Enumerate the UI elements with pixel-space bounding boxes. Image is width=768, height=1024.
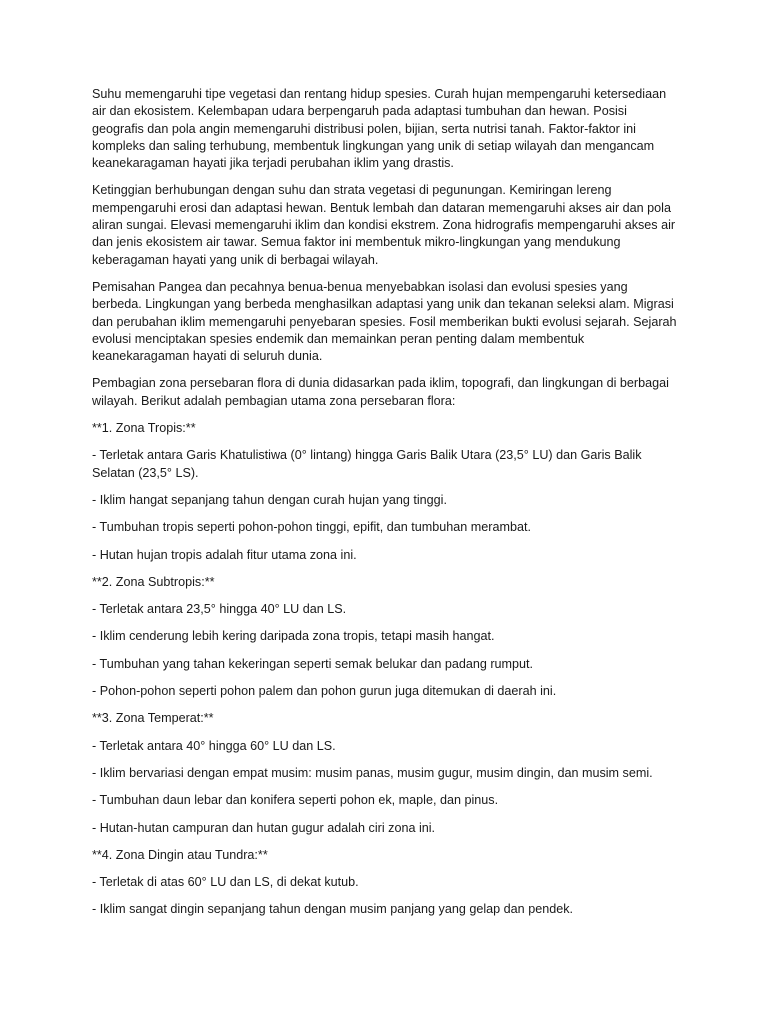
list-item: - Iklim sangat dingin sepanjang tahun dengan musim panjang yang gelap dan pendek.: [92, 902, 574, 917]
list-item: - Tumbuhan yang tahan kekeringan seperti semak belukar dan padang rumput.: [92, 656, 534, 671]
list-item: - Terletak antara 40° hingga 60° LU dan LS.: [92, 738, 336, 753]
paragraph-suhu: Suhu memengaruhi tipe vegetasi dan rentang hidup spesies. Curah hujan mempengaruhi ketersediaan air dan ekosistem. Kelembapan udara berpengaruh pada adaptasi tumbuhan dan hewan. Posisi geografis dan pola angin memengaruhi distribusi polen, bijian, serta nutrisi tanah. Faktor-faktor ini kompleks dan saling terhubung, membentuk lingkungan yang unik di setiap wilayah dan mengancam keanekaragaman hayati jika terjadi perubahan iklim yang drastis.: [92, 87, 667, 171]
list-item: - Terletak antara 23,5° hingga 40° LU dan LS.: [92, 602, 347, 617]
heading-zona-dingin-tundra: **4. Zona Dingin atau Tundra:**: [92, 847, 268, 862]
list-item: - Pohon-pohon seperti pohon palem dan pohon gurun juga ditemukan di daerah ini.: [92, 684, 557, 699]
heading-zona-temperat: **3. Zona Temperat:**: [92, 711, 214, 726]
list-item: - Tumbuhan daun lebar dan konifera seperti pohon ek, maple, dan pinus.: [92, 793, 499, 808]
list-item: - Iklim bervariasi dengan empat musim: musim panas, musim gugur, musim dingin, dan musim semi.: [92, 765, 653, 780]
heading-zona-subtropis: **2. Zona Subtropis:**: [92, 574, 215, 589]
paragraph-pembagian-zona: Pembagian zona persebaran flora di dunia didasarkan pada iklim, topografi, dan lingkungan di berbagai wilayah. Berikut adalah pembagian utama zona persebaran flora:: [92, 376, 669, 408]
list-item: - Hutan-hutan campuran dan hutan gugur adalah ciri zona ini.: [92, 820, 436, 835]
heading-zona-tropis: **1. Zona Tropis:**: [92, 421, 196, 436]
list-item: - Hutan hujan tropis adalah fitur utama zona ini.: [92, 547, 357, 562]
list-item: - Iklim cenderung lebih kering daripada zona tropis, tetapi masih hangat.: [92, 629, 495, 644]
list-item: - Iklim hangat sepanjang tahun dengan curah hujan yang tinggi.: [92, 492, 447, 507]
list-item: - Terletak antara Garis Khatulistiwa (0° lintang) hingga Garis Balik Utara (23,5° LU) dan Garis Balik Selatan (23,5° LS).: [92, 448, 642, 480]
document-page: [92, 86, 678, 929]
paragraph-pangea: Pemisahan Pangea dan pecahnya benua-benua menyebabkan isolasi dan evolusi spesies yang berbeda. Lingkungan yang berbeda menghasilkan adaptasi yang unik dan tekanan seleksi alam. Migrasi dan perubahan iklim memengaruhi penyebaran spesies. Fosil memberikan bukti evolusi sejarah. Sejarah evolusi menciptakan spesies endemik dan memainkan peran penting dalam membentuk keanekaragaman hayati di seluruh dunia.: [92, 279, 677, 364]
list-item: - Tumbuhan tropis seperti pohon-pohon tinggi, epifit, dan tumbuhan merambat.: [92, 520, 531, 535]
paragraph-ketinggian: Ketinggian berhubungan dengan suhu dan strata vegetasi di pegunungan. Kemiringan lereng mempengaruhi erosi dan adaptasi hewan. Bentuk lembah dan dataran memengaruhi akses air dan pola aliran sungai. Elevasi memengaruhi iklim dan kondisi ekstrem. Zona hidrografis mempengaruhi akses air dan jenis ekosistem air tawar. Semua faktor ini membentuk mikro-lingkungan yang mendukung keberagaman hayati yang unik di berbagai wilayah.: [92, 183, 676, 267]
list-item: - Terletak di atas 60° LU dan LS, di dekat kutub.: [92, 875, 359, 890]
